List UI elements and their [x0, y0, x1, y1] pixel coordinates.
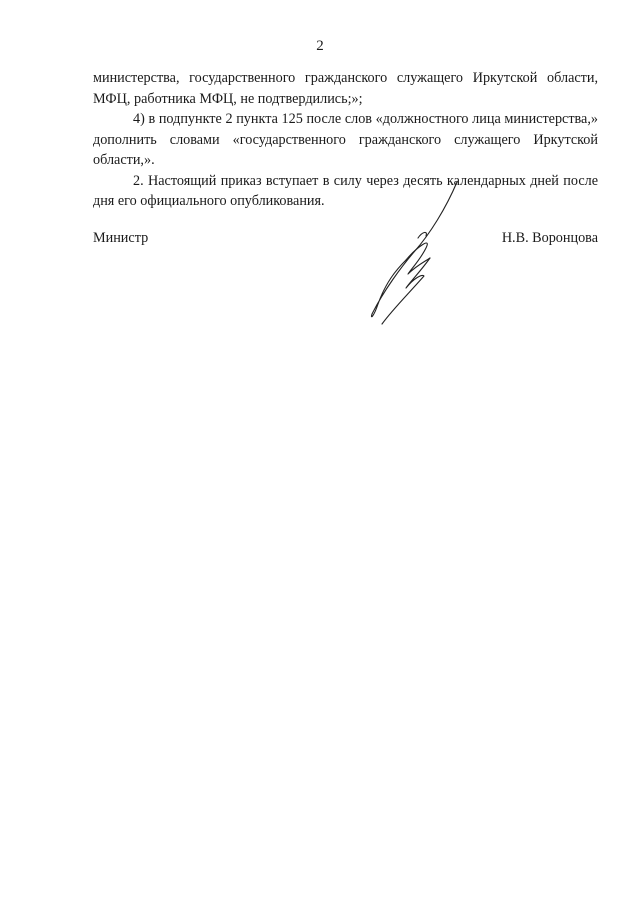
paragraph-subitem-4: 4) в подпункте 2 пункта 125 после слов «должностного лица министерства,» дополнить словами «государственного гражданского служащего Иркутской области,». — [93, 111, 598, 168]
signatory-title: Министр — [93, 230, 149, 246]
handwritten-signature — [360, 178, 470, 328]
signatory-name: Н.В. Воронцова — [501, 230, 598, 246]
signature-stroke-tail — [382, 258, 430, 324]
document-body — [93, 68, 598, 212]
signature-stroke-loop — [406, 243, 430, 274]
paragraph-item-2: 2. Настоящий приказ вступает в силу через десять календарных дней после дня его официального опубликования. — [93, 172, 598, 209]
signature-block — [93, 228, 598, 250]
signature-stroke-hook — [418, 232, 426, 238]
signature-stroke-main — [371, 182, 457, 317]
paragraph-continuation: министерства, государственного гражданского служащего Иркутской области, МФЦ, работника МФЦ, не подтвердились;»; — [93, 70, 598, 107]
page-number: 2 — [316, 38, 324, 54]
